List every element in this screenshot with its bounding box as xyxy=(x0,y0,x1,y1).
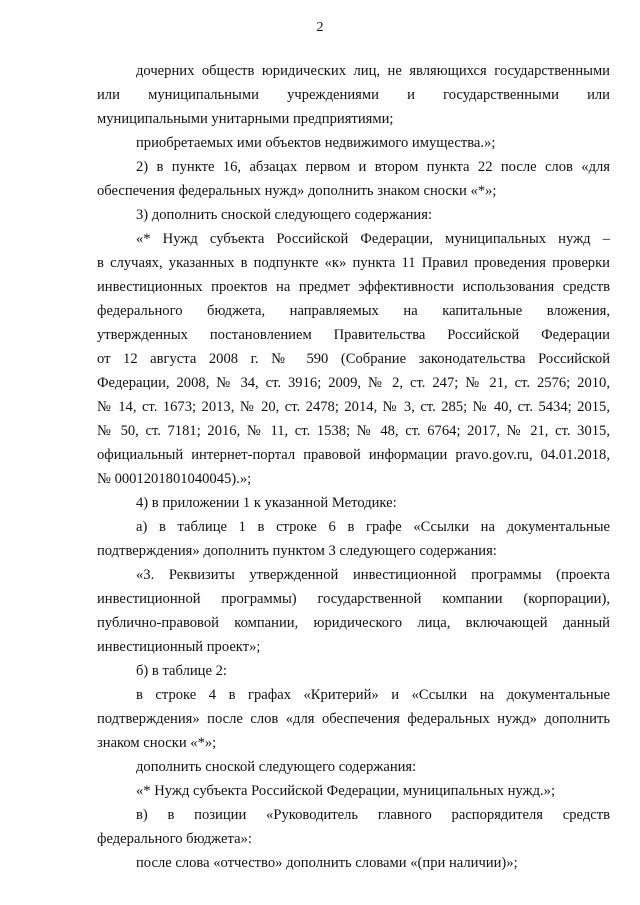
text-line: знаком сноски «*»; xyxy=(97,735,217,751)
text-line: 3) дополнить сноской следующего содержания: xyxy=(136,207,433,223)
text-line: «* Нужд субъекта Российской Федерации, муниципальных нужд – xyxy=(136,231,610,247)
text-line: или муниципальными учреждениями и государственными или xyxy=(97,87,610,103)
text-line: от 12 августа 2008 г. № 590 (Собрание законодательства Российской xyxy=(97,351,610,367)
text-line: 4) в приложении 1 к указанной Методике: xyxy=(136,495,397,511)
text-line: инвестиционный проект»; xyxy=(97,639,261,655)
text-line: «* Нужд субъекта Российской Федерации, муниципальных нужд.»; xyxy=(136,783,555,799)
text-line: Федерации, 2008, № 34, ст. 3916; 2009, № 2, ст. 247; № 21, ст. 2576; 2010, xyxy=(97,375,610,391)
text-line: дочерних обществ юридических лиц, не являющихся государственными xyxy=(136,63,610,79)
text-line: а) в таблице 1 в строке 6 в графе «Ссылки на документальные xyxy=(136,519,610,535)
text-line: утвержденных постановлением Правительства Российской Федерации xyxy=(97,327,610,343)
text-line: дополнить сноской следующего содержания: xyxy=(136,759,417,775)
text-line: федерального бюджета»: xyxy=(97,831,252,847)
text-line: подтверждения» дополнить пунктом 3 следующего содержания: xyxy=(97,543,497,559)
text-line: муниципальными унитарными предприятиями; xyxy=(97,111,394,127)
text-line: инвестиционных проектов на предмет эффективности использования средств xyxy=(97,279,610,295)
text-line: «3. Реквизиты утвержденной инвестиционной программы (проекта xyxy=(136,567,610,583)
text-line: № 0001201801040045).»; xyxy=(97,471,252,487)
text-line: обеспечения федеральных нужд» дополнить знаком сноски «*»; xyxy=(97,183,497,199)
text-line: № 50, ст. 7181; 2016, № 11, ст. 1538; № 48, ст. 6764; 2017, № 21, ст. 3015, xyxy=(97,423,610,439)
text-line: 2) в пункте 16, абзацах первом и втором пункта 22 после слов «для xyxy=(136,159,610,175)
text-line: официальный интернет-портал правовой информации pravo.gov.ru, 04.01.2018, xyxy=(97,447,610,463)
text-line: в) в позиции «Руководитель главного распорядителя средств xyxy=(136,807,610,823)
text-line: в случаях, указанных в подпункте «к» пункта 11 Правил проведения проверки xyxy=(97,255,610,271)
text-line: федерального бюджета, направляемых на капитальные вложения, xyxy=(97,303,610,319)
text-line: приобретаемых ими объектов недвижимого имущества.»; xyxy=(136,135,496,151)
text-line: в строке 4 в графах «Критерий» и «Ссылки на документальные xyxy=(136,687,610,703)
text-line: после слова «отчество» дополнить словами «(при наличии)»; xyxy=(136,855,518,871)
page-number: 2 xyxy=(316,20,324,35)
text-line: № 14, ст. 1673; 2013, № 20, ст. 2478; 2014, № 3, ст. 285; № 40, ст. 5434; 2015, xyxy=(97,399,610,415)
text-line: б) в таблице 2: xyxy=(136,663,227,679)
text-line: публично-правовой компании, юридического лица, включающей данный xyxy=(97,615,610,631)
text-line: инвестиционной программы) государственной компании (корпорации), xyxy=(97,591,610,607)
text-line: подтверждения» после слов «для обеспечения федеральных нужд» дополнить xyxy=(97,711,610,727)
